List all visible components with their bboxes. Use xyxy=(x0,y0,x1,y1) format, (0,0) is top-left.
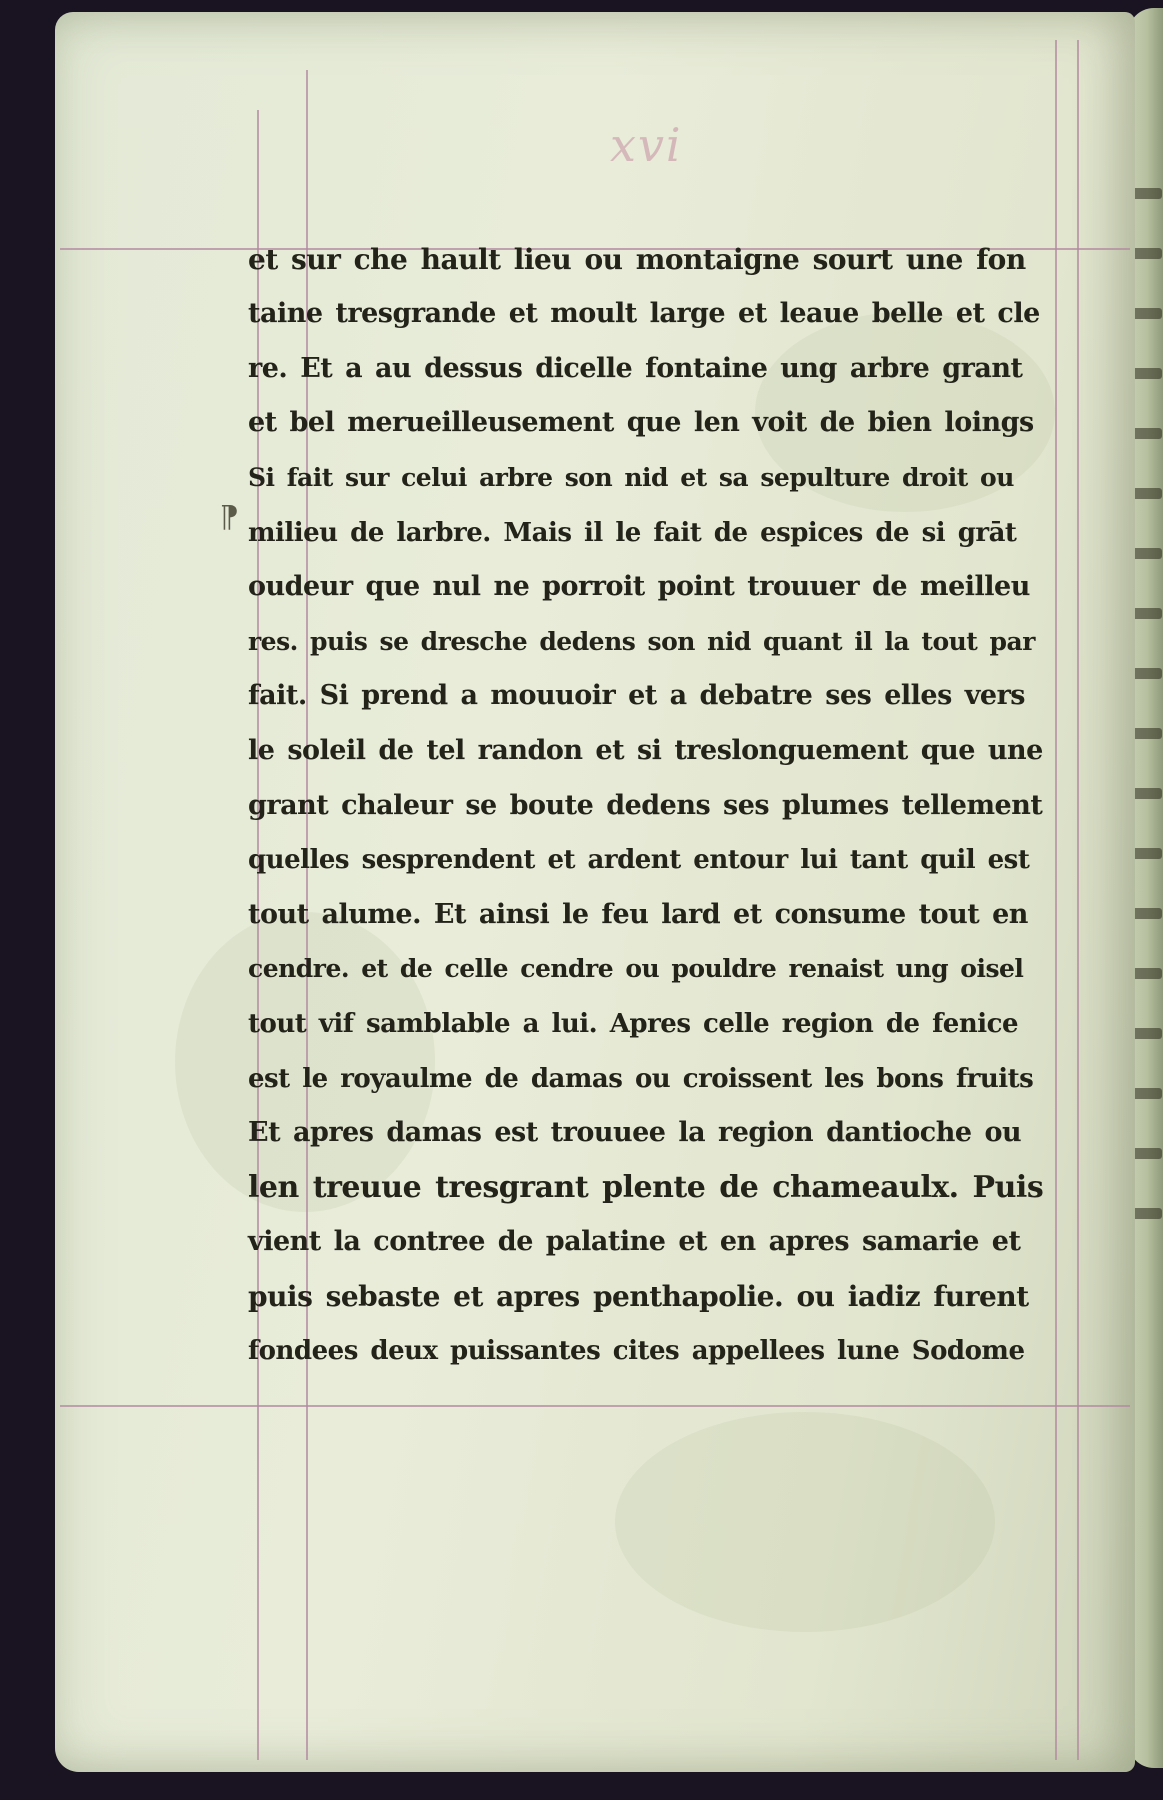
text-line: len treuue tresgrant plente de chameaulx. Puis xyxy=(248,1169,1044,1205)
text-line: res. puis se dresche dedens son nid quant il la tout par xyxy=(248,626,1035,656)
text-line: le soleil de tel randon et si treslonguement que une xyxy=(248,734,1043,766)
text-line: et bel merueilleusement que len voit de bien loings xyxy=(248,407,1034,439)
ruling-right xyxy=(1055,40,1057,1760)
text-line: quelles sesprendent et ardent entour lui tant quil est xyxy=(248,845,1030,876)
ruling-right-outer xyxy=(1077,40,1079,1760)
text-line: vient la contree de palatine et en apres samarie et xyxy=(248,1226,1021,1258)
text-line: puis sebaste et apres penthapolie. ou iadiz furent xyxy=(248,1279,1029,1313)
ruling-bottom xyxy=(60,1405,1130,1407)
text-line: est le royaulme de damas ou croissent les bons fruits xyxy=(248,1063,1034,1094)
text-line: tout alume. Et ainsi le feu lard et consume tout en xyxy=(248,898,1028,930)
text-line: cendre. et de celle cendre ou pouldre renaist ung oisel xyxy=(248,954,1024,984)
text-line: oudeur que nul ne porroit point trouuer de meilleu xyxy=(248,571,1030,603)
text-line: grant chaleur se boute dedens ses plumes tellement xyxy=(248,789,1043,821)
text-line: re. Et a au dessus dicelle fontaine ung arbre grant xyxy=(248,352,1023,384)
text-line: taine tresgrande et moult large et leaue belle et cle xyxy=(248,298,1040,330)
text-line: et sur che hault lieu ou montaigne sourt une fon xyxy=(248,242,1026,276)
text-line: fait. Si prend a mouuoir et a debatre ses elles vers xyxy=(248,680,1026,712)
text-line: tout vif samblable a lui. Apres celle region de fenice xyxy=(248,1008,1018,1039)
text-line: fondees deux puissantes cites appellees lune Sodome xyxy=(248,1336,1025,1367)
text-block xyxy=(248,228,1043,1374)
paraph-mark: ⁋ xyxy=(220,500,240,535)
folio-number: xvi xyxy=(610,118,683,172)
text-line: milieu de larbre. Mais il le fait de espices de si grāt xyxy=(248,517,1017,548)
text-line: Si fait sur celui arbre son nid et sa sepulture droit ou xyxy=(248,462,1014,492)
text-line: Et apres damas est trouuee la region dantioche ou xyxy=(248,1117,1022,1149)
